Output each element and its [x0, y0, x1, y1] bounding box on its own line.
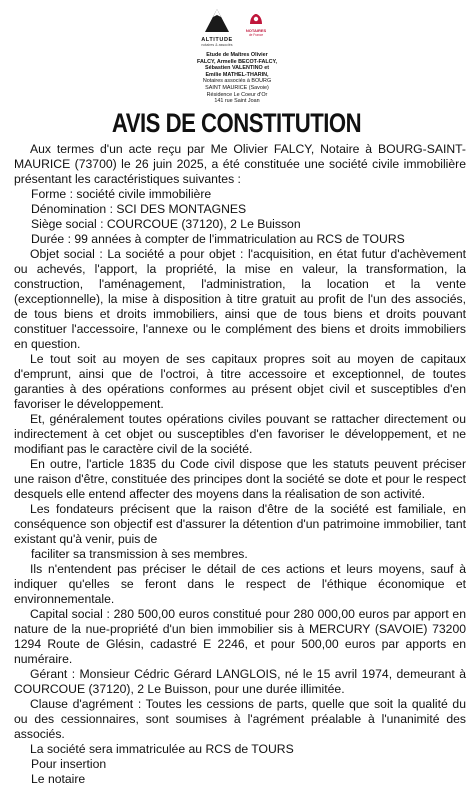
moyens-paragraph: Le tout soit au moyen de ses capitaux propres soit au moyen de capitaux d'emprunt, ainsi que de l'octroi, à titre accessoire et exceptionnel, de toutes garanties à des opérations conformes au présent objet civil et susceptibles d'en favoriser le développement.	[14, 352, 466, 411]
office-line: 141 rue Saint Joan	[214, 98, 260, 105]
office-line: Sébastien VALENTINO et	[205, 65, 269, 72]
gerant-paragraph: Gérant : Monsieur Cédric Gérard LANGLOIS, né le 15 avril 1974, demeurant à COURCOUE (37120), 2 Le Buisson, pour une durée illimitée.	[14, 667, 466, 696]
altitude-logo-tagline: notaires & associés	[201, 43, 233, 47]
notice-body	[14, 142, 466, 787]
siege-line: Siège social : COURCOUE (37120), 2 Le Buisson	[31, 217, 301, 231]
office-line: Etude de Maîtres Olivier	[206, 52, 268, 58]
denomination-line: Dénomination : SCI DES MONTAGNES	[31, 202, 247, 216]
office-line: Notaires associés à BOURG	[202, 78, 272, 85]
duree-line: Durée : 99 années à compter de l'immatriculation au RCS de TOURS	[31, 232, 405, 246]
intro-paragraph: Aux termes d'un acte reçu par Me Olivier FALCY, Notaire à BOURG-SAINT-MAURICE (73700) le 26 juin 2025, a été constituée une société civile immobilière présentant les caractéristiques suivantes :	[14, 142, 466, 186]
detail-paragraph: Ils n'entendent pas préciser le détail de ces actions et leurs moyens, sauf à indiquer qu'elles se feront dans le respect de l'éthique économique et environnementale.	[14, 562, 466, 606]
signature-line: Le notaire	[31, 772, 86, 786]
altitude-logo-name: ALTITUDE	[201, 37, 233, 43]
notary-office-address	[168, 52, 306, 105]
article-paragraph: En outre, l'article 1835 du Code civil dispose que les statuts peuvent préciser une raison d'être, constituée des principes dont la société se dote et pour le respect desquels elle entend affecter des moyens dans la réalisation de son activité.	[14, 457, 466, 501]
agrement-paragraph: Clause d'agrément : Toutes les cessions de parts, quelle que soit la qualité du ou des cessionnaires, sont soumises à l'agrément préalable à l'unanimité des associés.	[14, 697, 466, 741]
notaires-logo-tagline: de France	[248, 33, 264, 37]
notice-title: AVIS DE CONSTITUTION	[111, 108, 362, 138]
forme-line: Forme : société civile immobilière	[31, 187, 212, 201]
fondateurs-paragraph: Les fondateurs précisent que la raison d'être de la société est familiale, en conséquence son objectif est d'assurer la détention d'un patrimoine immobilier, tant existant qu'à venir, puis de	[14, 502, 466, 546]
fondateurs-continuation: faciliter sa transmission à ses membres.	[31, 547, 248, 561]
office-line: Résidence Le Coeur d'Or	[206, 91, 268, 98]
insertion-line: Pour insertion	[31, 757, 107, 771]
altitude-logo	[198, 6, 236, 47]
notaires-emblem-icon	[247, 12, 265, 28]
objet-paragraph: Objet social : La société a pour objet : l'acquisition, en état futur d'achèvement ou achevés, l'apport, la propriété, la mise en valeur, la transformation, la construction, l'aménagement, l'administration, la location et la vente (exceptionnelle), la mise à disposition à titre gratuit au profit de l'un des associés, de tous biens et droits immobiliers, ainsi que de tous biens et droits pouvant constituer l'accessoire, l'annexe ou le complément des biens et droits immobiliers en question.	[14, 247, 466, 351]
operations-paragraph: Et, généralement toutes opérations civiles pouvant se rattacher directement ou indirectement à cet objet ou susceptibles d'en favoriser le développement, et ne modifiant pas le caractère civil de la société.	[14, 412, 466, 456]
office-line: FALCY, Armelle BECOT-FALCY,	[196, 58, 278, 65]
mountain-icon	[202, 6, 232, 36]
office-line: Emilie MATHEL-THARIN,	[205, 71, 269, 78]
notary-header	[0, 2, 473, 124]
notaires-logo-name: NOTAIRES	[245, 28, 267, 33]
office-line: SAINT MAURICE (Savoie)	[205, 84, 269, 91]
capital-paragraph: Capital social : 280 500,00 euros constitué pour 280 000,00 euros par apport en nature de la nue-propriété d'un bien immobilier sis à MERCURY (SAVOIE) 73200 1294 Route de Glésin, cadastré E 2246, et pour 500,00 euros par apports en numéraire.	[14, 607, 466, 666]
notaires-logo	[241, 12, 271, 37]
immatriculation-line: La société sera immatriculée au RCS de TOURS	[30, 742, 294, 756]
